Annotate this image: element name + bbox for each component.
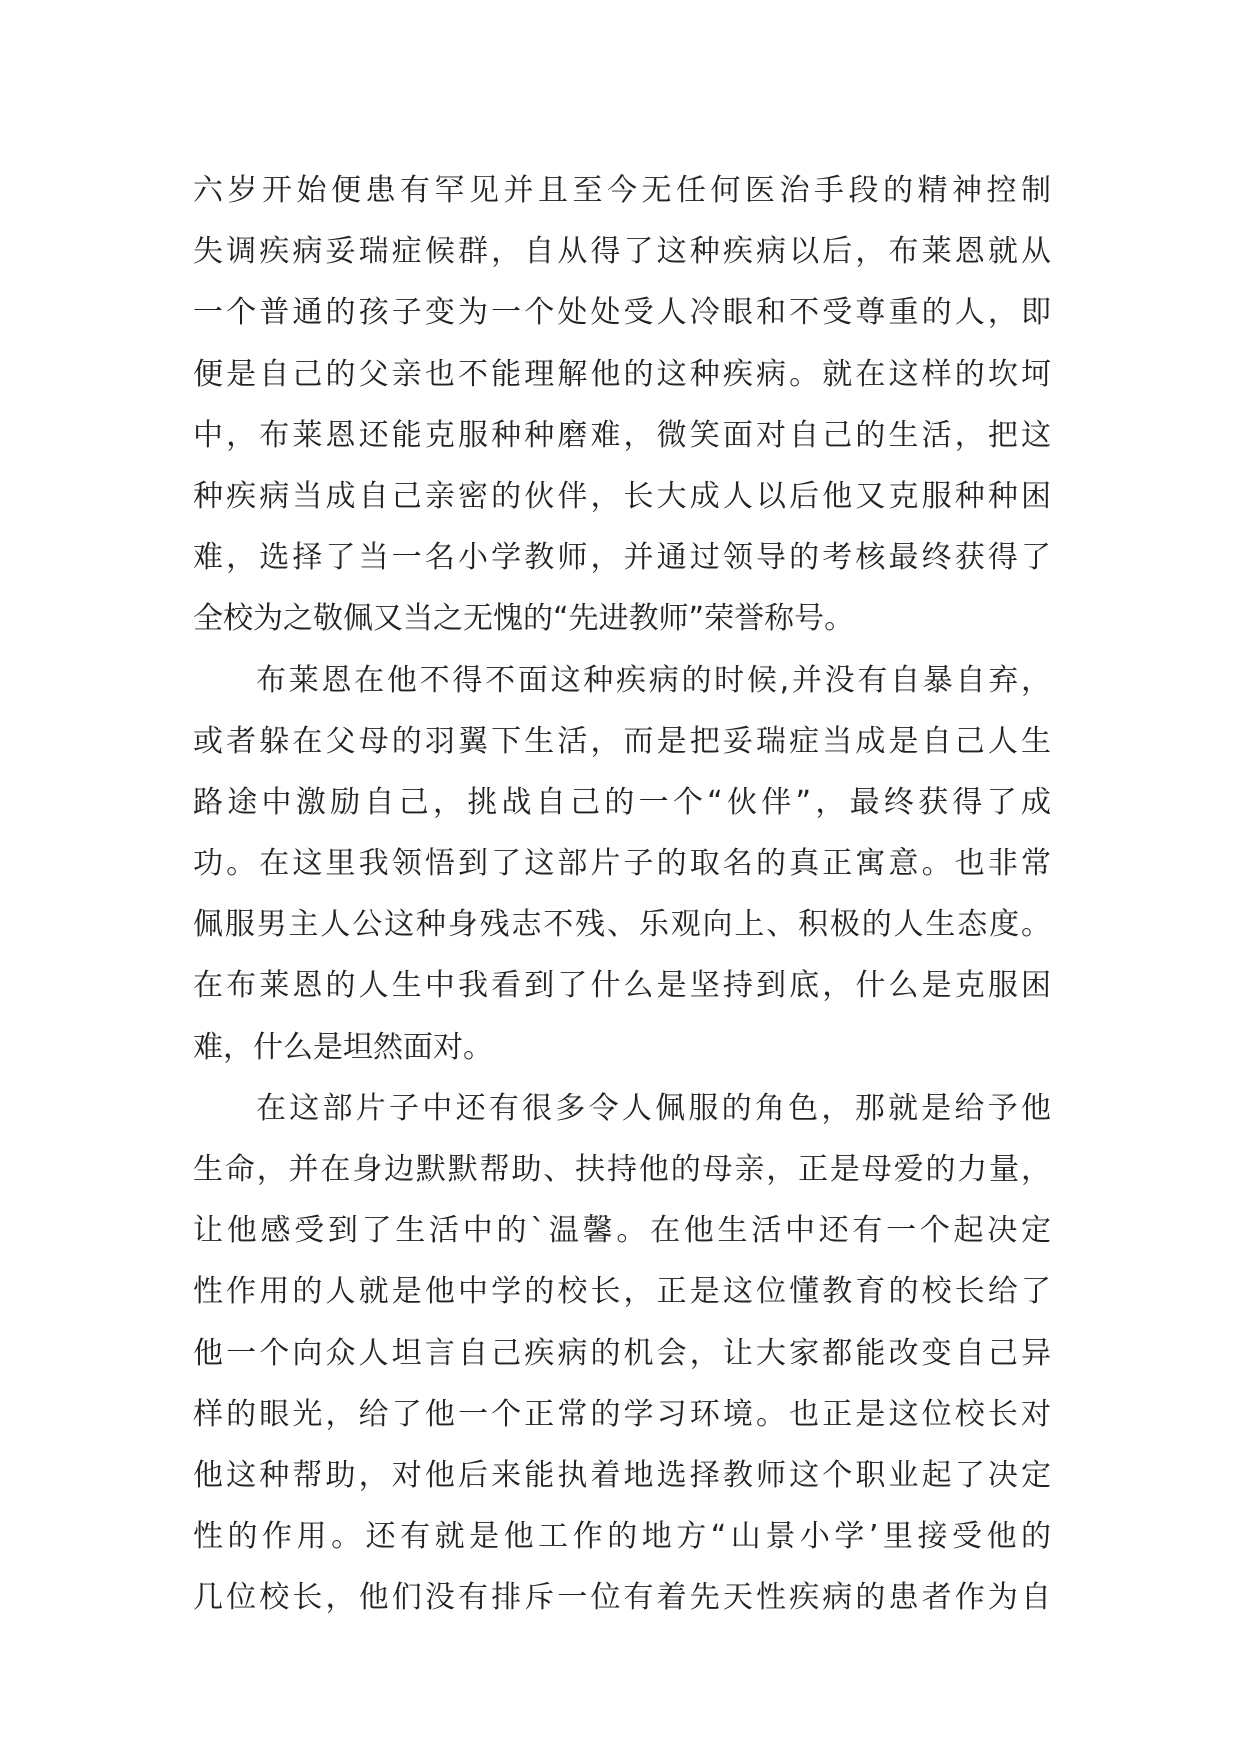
- text-line: 他一个向众人坦言自己疾病的机会，让大家都能改变自己异: [193, 1335, 1051, 1371]
- text-line: 样的眼光，给了他一个正常的学习环境。也正是这位校长对: [193, 1396, 1051, 1432]
- text-line: 让他感受到了生活中的`温馨。在他生活中还有一个起决定: [193, 1213, 1051, 1249]
- text-line: 他这种帮助，对他后来能执着地选择教师这个职业起了决定: [193, 1457, 1051, 1493]
- text-line: 布莱恩在他不得不面这种疾病的时候,并没有自暴自弃，: [256, 662, 1051, 698]
- text-line: 一个普通的孩子变为一个处处受人冷眼和不受尊重的人，即: [193, 295, 1051, 331]
- text-line: 佩服男主人公这种身残志不残、乐观向上、积极的人生态度。: [193, 907, 1051, 943]
- text-line: 或者躲在父母的羽翼下生活，而是把妥瑞症当成是自己人生: [193, 723, 1051, 759]
- text-line: 种疾病当成自己亲密的伙伴，长大成人以后他又克服种种困: [193, 478, 1051, 514]
- text-line: 六岁开始便患有罕见并且至今无任何医治手段的精神控制: [193, 173, 1051, 208]
- paragraph-2: [193, 650, 1051, 1078]
- text-line: 性作用的人就是他中学的校长，正是这位懂教育的校长给了: [193, 1274, 1051, 1310]
- text-line: 失调疾病妥瑞症候群，自从得了这种疾病以后，布莱恩就从: [193, 234, 1051, 270]
- text-line: 生命，并在身边默默帮助、扶持他的母亲，正是母爱的力量，: [193, 1152, 1051, 1187]
- text-line: 难，什么是坦然面对。: [193, 1029, 493, 1065]
- text-line: 中，布莱恩还能克服种种磨难，微笑面对自己的生活，把这: [193, 417, 1051, 453]
- text-line: 在这部片子中还有很多令人佩服的角色，那就是给予他: [256, 1090, 1051, 1126]
- text-line: 便是自己的父亲也不能理解他的这种疾病。就在这样的坎坷: [193, 356, 1051, 392]
- paragraph-3: [193, 1078, 1051, 1629]
- text-line: 难，选择了当一名小学教师，并通过领导的考核最终获得了: [193, 540, 1051, 576]
- text-line: 在布莱恩的人生中我看到了什么是坚持到底，什么是克服困: [193, 968, 1051, 1004]
- document-body: [193, 160, 1051, 1629]
- text-line: 路途中激励自己，挑战自己的一个“伙伴”，最终获得了成: [193, 784, 1051, 820]
- text-line: 全校为之敬佩又当之无愧的“先进教师”荣誉称号。: [193, 601, 855, 637]
- paragraph-1: [193, 160, 1051, 650]
- text-line: 性的作用。还有就是他工作的地方“山景小学’里接受他的: [193, 1519, 1051, 1555]
- text-line: 功。在这里我领悟到了这部片子的取名的真正寓意。也非常: [193, 846, 1051, 882]
- text-line: 几位校长，他们没有排斥一位有着先天性疾病的患者作为自: [193, 1580, 1051, 1616]
